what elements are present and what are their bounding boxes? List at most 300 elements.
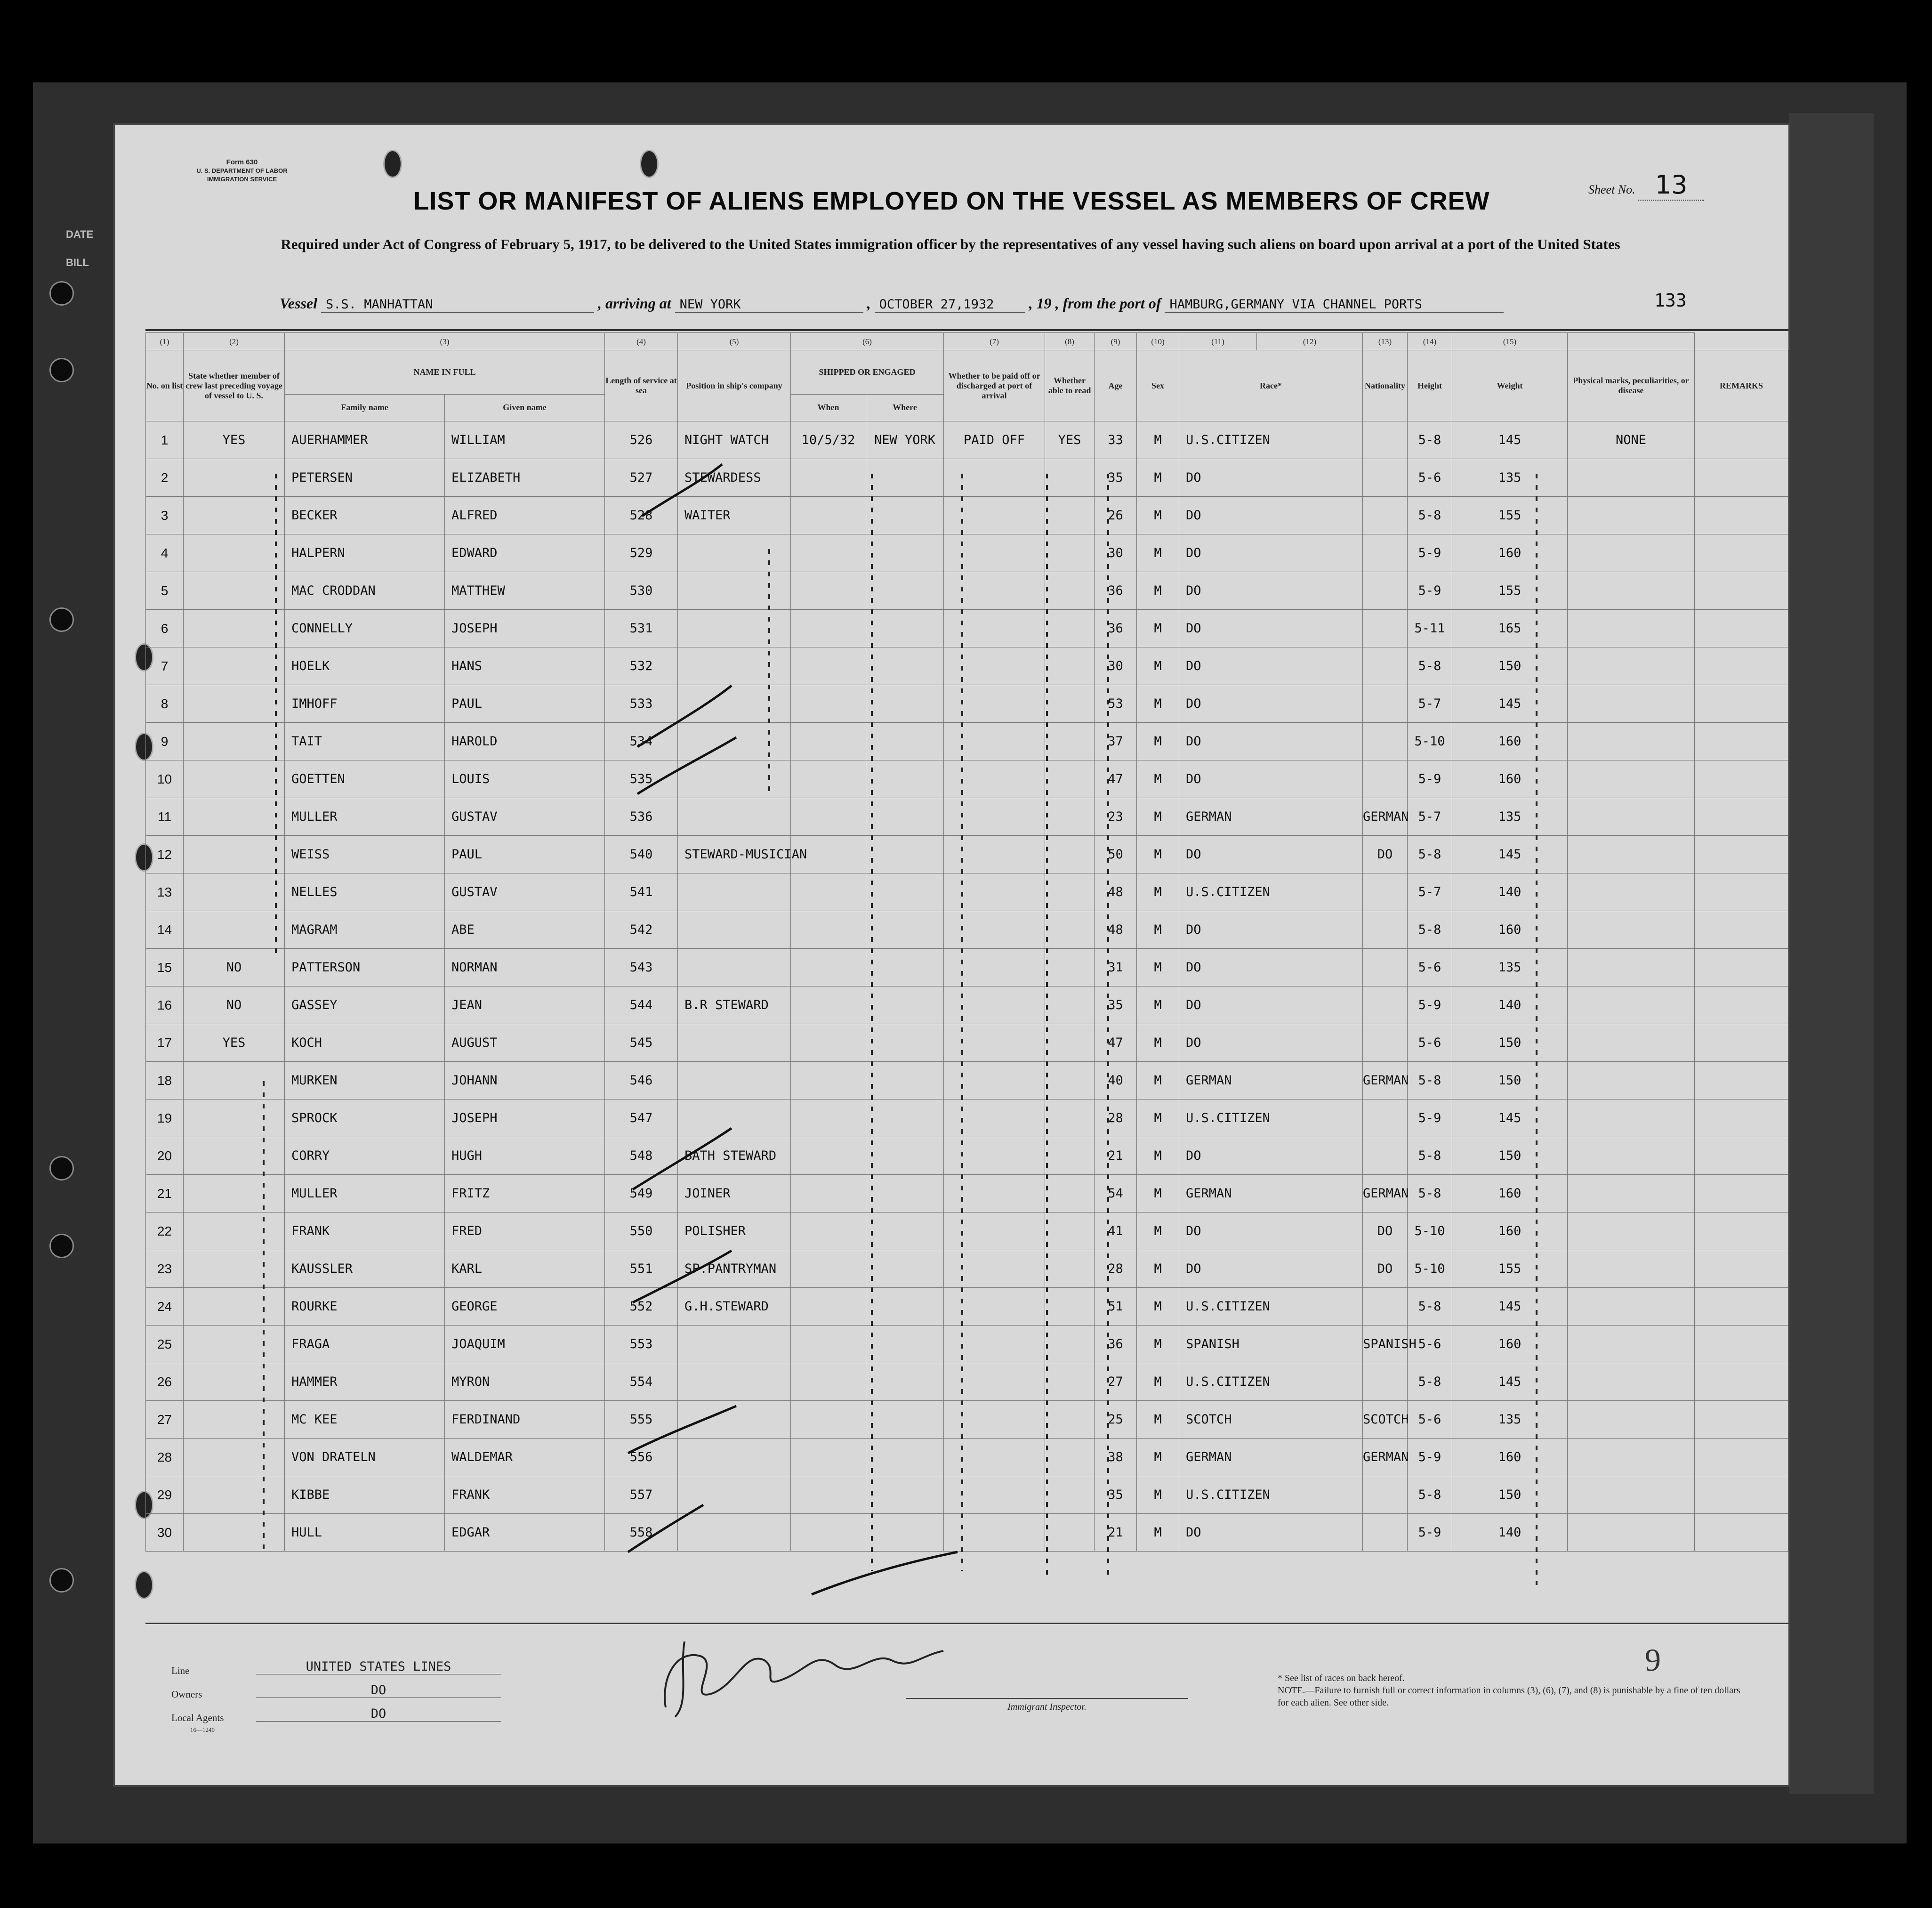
col-number-4: (4): [605, 333, 678, 350]
sex-cell: M: [1137, 497, 1179, 534]
inspector-signature-line: Immigrant Inspector.: [906, 1698, 1188, 1713]
form-number: Form 630: [226, 158, 258, 166]
paid-off-cell: [944, 497, 1045, 534]
able-read-cell: [1045, 1476, 1095, 1514]
sex-cell: M: [1137, 1137, 1179, 1175]
physical-marks-cell: [1568, 647, 1695, 685]
position-cell: [678, 1514, 791, 1552]
previous-voyage-cell: [184, 1363, 285, 1401]
family-name-cell: HULL: [285, 1514, 445, 1552]
rownum-cell: 27: [146, 1401, 184, 1439]
family-name-cell: GASSEY: [285, 986, 445, 1024]
given-name-cell: ALFRED: [445, 497, 605, 534]
height-cell: 5-6: [1408, 1326, 1452, 1363]
family-name-cell: NELLES: [285, 873, 445, 911]
shipped-where-cell: [866, 610, 944, 647]
agents-field: [171, 1706, 386, 1724]
age-cell: 47: [1095, 1024, 1137, 1062]
paid-off-cell: [944, 1062, 1045, 1100]
length-service-cell: 544: [605, 986, 678, 1024]
previous-voyage-cell: NO: [184, 949, 285, 986]
family-name-cell: AUERHAMMER: [285, 421, 445, 459]
header-state-whether: State whether member of crew last preceding voyage of vessel to U. S.: [184, 350, 285, 421]
position-cell: [678, 685, 791, 723]
race-cell: DO: [1179, 610, 1363, 647]
paid-off-cell: [944, 798, 1045, 836]
table-row: [146, 421, 1788, 459]
able-read-cell: [1045, 798, 1095, 836]
remarks-cell: [1695, 647, 1788, 685]
sex-cell: M: [1137, 1100, 1179, 1137]
height-cell: 5-8: [1408, 421, 1452, 459]
weight-cell: 160: [1452, 760, 1568, 798]
race-cell: DO: [1179, 1024, 1363, 1062]
sex-cell: M: [1137, 1476, 1179, 1514]
length-service-cell: 540: [605, 836, 678, 873]
shipped-when-cell: [791, 610, 866, 647]
age-cell: 35: [1095, 459, 1137, 497]
previous-voyage-cell: NO: [184, 986, 285, 1024]
shipped-where-cell: [866, 1363, 944, 1401]
shipped-when-cell: [791, 572, 866, 610]
height-cell: 5-6: [1408, 949, 1452, 986]
page-mark-handwritten: 9: [1645, 1642, 1661, 1678]
given-name-cell: GUSTAV: [445, 798, 605, 836]
given-name-cell: WALDEMAR: [445, 1439, 605, 1476]
col-number-6: (6): [791, 333, 944, 350]
crew-rows: [146, 421, 1788, 1552]
rownum-cell: 28: [146, 1439, 184, 1476]
physical-marks-cell: [1568, 949, 1695, 986]
given-name-cell: JOSEPH: [445, 610, 605, 647]
col-number-14: (14): [1408, 333, 1452, 350]
table-row: [146, 1363, 1788, 1401]
length-service-cell: 551: [605, 1250, 678, 1288]
family-name-cell: HOELK: [285, 647, 445, 685]
binder-hole: [49, 1568, 74, 1593]
nationality-cell: DO: [1363, 1213, 1408, 1250]
nationality-cell: GERMAN: [1363, 798, 1408, 836]
given-name-cell: PAUL: [445, 836, 605, 873]
sex-cell: M: [1137, 1439, 1179, 1476]
table-row: [146, 1213, 1788, 1250]
shipped-where-cell: [866, 1213, 944, 1250]
previous-voyage-cell: [184, 798, 285, 836]
remarks-cell: [1695, 760, 1788, 798]
able-read-cell: [1045, 873, 1095, 911]
age-cell: 33: [1095, 421, 1137, 459]
binder-hole: [49, 1156, 74, 1180]
nationality-cell: [1363, 572, 1408, 610]
nationality-cell: GERMAN: [1363, 1439, 1408, 1476]
previous-voyage-cell: [184, 1326, 285, 1363]
given-name-cell: GEORGE: [445, 1288, 605, 1326]
able-read-cell: [1045, 647, 1095, 685]
previous-voyage-cell: [184, 647, 285, 685]
shipped-where-cell: [866, 1439, 944, 1476]
race-cell: DO: [1179, 723, 1363, 760]
paid-off-cell: [944, 610, 1045, 647]
position-cell: G.H.STEWARD: [678, 1288, 791, 1326]
header-sex: Sex: [1137, 350, 1179, 421]
sex-cell: M: [1137, 1213, 1179, 1250]
shipped-where-cell: [866, 723, 944, 760]
length-service-cell: 534: [605, 723, 678, 760]
position-cell: STEWARDESS: [678, 459, 791, 497]
remarks-cell: [1695, 1175, 1788, 1213]
paid-off-cell: [944, 1439, 1045, 1476]
remarks-cell: [1695, 1062, 1788, 1100]
position-cell: [678, 1363, 791, 1401]
shipped-when-cell: [791, 986, 866, 1024]
weight-cell: 140: [1452, 986, 1568, 1024]
paid-off-cell: [944, 1363, 1045, 1401]
table-row: [146, 1439, 1788, 1476]
shipped-when-cell: [791, 723, 866, 760]
family-name-cell: PETERSEN: [285, 459, 445, 497]
family-name-cell: KOCH: [285, 1024, 445, 1062]
sheet-count-number: 133: [1654, 290, 1687, 311]
table-row: [146, 836, 1788, 873]
able-read-cell: [1045, 986, 1095, 1024]
remarks-cell: [1695, 1024, 1788, 1062]
height-cell: 5-8: [1408, 911, 1452, 949]
height-cell: 5-8: [1408, 1288, 1452, 1326]
table-row: [146, 949, 1788, 986]
previous-voyage-cell: [184, 1288, 285, 1326]
shipped-where-cell: [866, 1137, 944, 1175]
previous-voyage-cell: [184, 497, 285, 534]
able-read-cell: [1045, 459, 1095, 497]
family-name-cell: ROURKE: [285, 1288, 445, 1326]
shipped-when-cell: [791, 1024, 866, 1062]
position-cell: [678, 760, 791, 798]
length-service-cell: 552: [605, 1288, 678, 1326]
length-service-cell: 553: [605, 1326, 678, 1363]
able-read-cell: [1045, 1288, 1095, 1326]
weight-cell: 150: [1452, 647, 1568, 685]
sex-cell: M: [1137, 1062, 1179, 1100]
table-row: [146, 459, 1788, 497]
shipped-where-cell: [866, 1062, 944, 1100]
height-cell: 5-9: [1408, 534, 1452, 572]
table-row: [146, 534, 1788, 572]
age-cell: 53: [1095, 685, 1137, 723]
given-name-cell: GUSTAV: [445, 873, 605, 911]
age-cell: 25: [1095, 1401, 1137, 1439]
paid-off-cell: [944, 1401, 1045, 1439]
position-cell: [678, 1476, 791, 1514]
header-race: Race*: [1179, 350, 1363, 421]
paid-off-cell: [944, 760, 1045, 798]
race-cell: DO: [1179, 911, 1363, 949]
shipped-when-cell: [791, 1439, 866, 1476]
previous-voyage-cell: YES: [184, 1024, 285, 1062]
shipped-where-cell: [866, 572, 944, 610]
arriving-port: NEW YORK: [675, 297, 863, 313]
age-cell: 28: [1095, 1250, 1137, 1288]
previous-voyage-cell: [184, 836, 285, 873]
weight-cell: 145: [1452, 685, 1568, 723]
position-cell: B.R STEWARD: [678, 986, 791, 1024]
able-read-cell: [1045, 1175, 1095, 1213]
paid-off-cell: [944, 1514, 1045, 1552]
manifest-subtitle: Required under Act of Congress of February 5, 1917, to be delivered to the United States immigration officer by the representatives of any vessel having such aliens on board upon arrival at a port of the United States: [281, 236, 1620, 252]
nationality-cell: [1363, 497, 1408, 534]
paid-off-cell: [944, 723, 1045, 760]
table-row: [146, 1401, 1788, 1439]
length-service-cell: 527: [605, 459, 678, 497]
remarks-cell: [1695, 1363, 1788, 1401]
rownum-cell: 29: [146, 1476, 184, 1514]
remarks-cell: [1695, 986, 1788, 1024]
previous-voyage-cell: [184, 1175, 285, 1213]
height-cell: 5-8: [1408, 497, 1452, 534]
remarks-cell: [1695, 873, 1788, 911]
height-cell: 5-9: [1408, 572, 1452, 610]
family-name-cell: CONNELLY: [285, 610, 445, 647]
given-name-cell: EDWARD: [445, 534, 605, 572]
col-number-7: (7): [944, 333, 1045, 350]
previous-voyage-cell: [184, 1439, 285, 1476]
nationality-cell: [1363, 421, 1408, 459]
physical-marks-cell: [1568, 1514, 1695, 1552]
shipped-when-cell: [791, 911, 866, 949]
race-cell: DO: [1179, 760, 1363, 798]
physical-marks-cell: [1568, 1326, 1695, 1363]
given-name-cell: JOSEPH: [445, 1100, 605, 1137]
previous-voyage-cell: [184, 572, 285, 610]
sex-cell: M: [1137, 1363, 1179, 1401]
col-number-15: (15): [1452, 333, 1568, 350]
remarks-cell: [1695, 1213, 1788, 1250]
sex-cell: M: [1137, 986, 1179, 1024]
race-cell: DO: [1179, 497, 1363, 534]
header-rule: [145, 329, 1788, 331]
header-position: Position in ship's company: [678, 350, 791, 421]
nationality-cell: GERMAN: [1363, 1175, 1408, 1213]
nationality-cell: [1363, 1476, 1408, 1514]
table-row: [146, 572, 1788, 610]
nationality-cell: [1363, 949, 1408, 986]
header-family-name: Family name: [285, 394, 445, 421]
able-read-cell: [1045, 1514, 1095, 1552]
owners-field: [171, 1683, 386, 1700]
weight-cell: 160: [1452, 723, 1568, 760]
given-name-cell: NORMAN: [445, 949, 605, 986]
from-label: , from the port of: [1055, 295, 1161, 312]
length-service-cell: 536: [605, 798, 678, 836]
length-service-cell: 548: [605, 1137, 678, 1175]
table-row: [146, 647, 1788, 685]
physical-marks-cell: [1568, 459, 1695, 497]
col-number-3: (3): [285, 333, 605, 350]
races-note: * See list of races on back hereof.: [1278, 1673, 1405, 1683]
nationality-cell: [1363, 911, 1408, 949]
able-read-cell: [1045, 1062, 1095, 1100]
paid-off-cell: [944, 873, 1045, 911]
given-name-cell: EDGAR: [445, 1514, 605, 1552]
height-cell: 5-9: [1408, 1514, 1452, 1552]
physical-marks-cell: [1568, 1100, 1695, 1137]
height-cell: 5-10: [1408, 1250, 1452, 1288]
remarks-cell: [1695, 421, 1788, 459]
able-read-cell: [1045, 836, 1095, 873]
shipped-where-cell: [866, 1401, 944, 1439]
rownum-cell: 26: [146, 1363, 184, 1401]
rownum-cell: 20: [146, 1137, 184, 1175]
previous-voyage-cell: [184, 1250, 285, 1288]
physical-marks-cell: [1568, 1137, 1695, 1175]
age-cell: 54: [1095, 1175, 1137, 1213]
line-value: UNITED STATES LINES: [256, 1659, 501, 1674]
length-service-cell: 545: [605, 1024, 678, 1062]
col-number-13: (13): [1363, 333, 1408, 350]
rownum-cell: 19: [146, 1100, 184, 1137]
weight-cell: 135: [1452, 949, 1568, 986]
given-name-cell: HUGH: [445, 1137, 605, 1175]
weight-cell: 160: [1452, 1213, 1568, 1250]
vessel-label: Vessel: [280, 295, 317, 312]
able-read-cell: [1045, 1439, 1095, 1476]
race-cell: U.S.CITIZEN: [1179, 1288, 1363, 1326]
position-cell: [678, 798, 791, 836]
col-number-8: (8): [1045, 333, 1095, 350]
owners-value: DO: [256, 1683, 501, 1698]
penalty-note: NOTE.—Failure to furnish full or correct information in columns (3), (6), (7), and (8) is punishable by a fine of ten dollars for each alien. See other side.: [1278, 1685, 1740, 1708]
length-service-cell: 530: [605, 572, 678, 610]
paid-off-cell: [944, 1213, 1045, 1250]
table-row: [146, 1514, 1788, 1552]
height-cell: 5-7: [1408, 873, 1452, 911]
weight-cell: 140: [1452, 873, 1568, 911]
weight-cell: 155: [1452, 497, 1568, 534]
race-cell: U.S.CITIZEN: [1179, 1100, 1363, 1137]
paid-off-cell: [944, 1024, 1045, 1062]
header-remarks: REMARKS: [1695, 350, 1788, 421]
paid-off-cell: [944, 986, 1045, 1024]
weight-cell: 135: [1452, 459, 1568, 497]
nationality-cell: [1363, 610, 1408, 647]
rownum-cell: 6: [146, 610, 184, 647]
weight-cell: 150: [1452, 1062, 1568, 1100]
header-given-name: Given name: [445, 394, 605, 421]
rownum-cell: 14: [146, 911, 184, 949]
given-name-cell: KARL: [445, 1250, 605, 1288]
col-number-12: (12): [1257, 333, 1363, 350]
shipped-when-cell: [791, 1062, 866, 1100]
sex-cell: M: [1137, 572, 1179, 610]
paid-off-cell: [944, 1175, 1045, 1213]
service-name: IMMIGRATION SERVICE: [207, 176, 277, 183]
rownum-cell: 1: [146, 421, 184, 459]
nationality-cell: [1363, 459, 1408, 497]
given-name-cell: WILLIAM: [445, 421, 605, 459]
shipped-where-cell: [866, 836, 944, 873]
remarks-cell: [1695, 1476, 1788, 1514]
physical-marks-cell: [1568, 610, 1695, 647]
able-read-cell: [1045, 723, 1095, 760]
paid-off-cell: [944, 1476, 1045, 1514]
family-name-cell: MAC CRODDAN: [285, 572, 445, 610]
paid-off-cell: [944, 1250, 1045, 1288]
shipped-when-cell: [791, 1363, 866, 1401]
remarks-cell: [1695, 572, 1788, 610]
age-cell: 23: [1095, 798, 1137, 836]
height-cell: 5-9: [1408, 1439, 1452, 1476]
physical-marks-cell: NONE: [1568, 421, 1695, 459]
previous-voyage-cell: [184, 1476, 285, 1514]
able-read-cell: [1045, 497, 1095, 534]
weight-cell: 160: [1452, 1326, 1568, 1363]
family-name-cell: IMHOFF: [285, 685, 445, 723]
shipped-when-cell: [791, 1401, 866, 1439]
remarks-cell: [1695, 723, 1788, 760]
race-cell: GERMAN: [1179, 1062, 1363, 1100]
physical-marks-cell: [1568, 1439, 1695, 1476]
shipped-when-cell: [791, 798, 866, 836]
shipped-where-cell: [866, 685, 944, 723]
shipped-when-cell: [791, 760, 866, 798]
sex-cell: M: [1137, 1401, 1179, 1439]
height-cell: 5-9: [1408, 1100, 1452, 1137]
position-cell: [678, 1100, 791, 1137]
position-cell: [678, 572, 791, 610]
column-title-row: [146, 350, 1788, 395]
weight-cell: 145: [1452, 836, 1568, 873]
age-cell: 30: [1095, 647, 1137, 685]
shipped-where-cell: [866, 534, 944, 572]
family-name-cell: CORRY: [285, 1137, 445, 1175]
side-punch-hole: [135, 1571, 153, 1599]
previous-voyage-cell: [184, 1514, 285, 1552]
able-read-cell: [1045, 1213, 1095, 1250]
shipped-when-cell: 10/5/32: [791, 421, 866, 459]
remarks-cell: [1695, 1288, 1788, 1326]
line-field: [171, 1659, 451, 1677]
underlying-page-edge: [1789, 113, 1874, 1794]
given-name-cell: MATTHEW: [445, 572, 605, 610]
weight-cell: 155: [1452, 1250, 1568, 1288]
length-service-cell: 541: [605, 873, 678, 911]
check-stroke: [812, 1552, 958, 1594]
race-cell: DO: [1179, 1514, 1363, 1552]
physical-marks-cell: [1568, 873, 1695, 911]
vessel-info-line: Vessel S.S. MANHATTAN , arriving at NEW YORK , OCTOBER 27,1932 , 19 , from the port of HAMBURG,GERMANY VIA CHANNEL PORTS: [280, 295, 1504, 313]
remarks-cell: [1695, 534, 1788, 572]
table-row: [146, 1024, 1788, 1062]
able-read-cell: [1045, 1401, 1095, 1439]
given-name-cell: JEAN: [445, 986, 605, 1024]
length-service-cell: 557: [605, 1476, 678, 1514]
table-row: [146, 798, 1788, 836]
rownum-cell: 23: [146, 1250, 184, 1288]
shipped-where-cell: [866, 798, 944, 836]
sex-cell: M: [1137, 1175, 1179, 1213]
shipped-where-cell: NEW YORK: [866, 421, 944, 459]
nationality-cell: [1363, 1363, 1408, 1401]
crew-manifest-table: [145, 332, 1788, 1552]
shipped-when-cell: [791, 459, 866, 497]
sex-cell: M: [1137, 836, 1179, 873]
weight-cell: 150: [1452, 1137, 1568, 1175]
line-label: Line: [171, 1665, 190, 1676]
height-cell: 5-8: [1408, 647, 1452, 685]
weight-cell: 155: [1452, 572, 1568, 610]
able-read-cell: [1045, 760, 1095, 798]
nationality-cell: [1363, 723, 1408, 760]
shipped-where-cell: [866, 1100, 944, 1137]
